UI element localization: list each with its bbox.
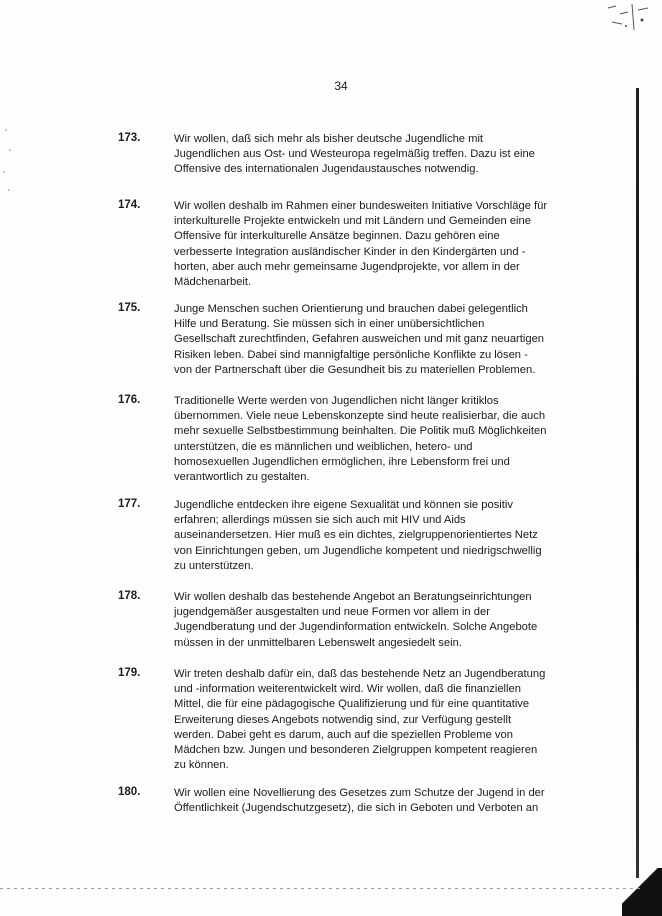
paragraph-number: 177. [118,498,141,510]
text-line: Wir wollen eine Novellierung des Gesetzes zum Schutze der Jugend in der [174,787,545,799]
paragraph-text [174,786,554,816]
text-line: homosexuellen Jugendlichen ermöglichen, ihre Lebensform frei und [174,455,510,468]
scan-bottom-line [0,888,640,889]
text-line: zu unterstützen. [174,559,254,572]
text-line: müssen in der unmittelbaren Lebenswelt angesiedelt sein. [174,636,462,649]
text-line: werden. Dabei geht es darum, auch auf die speziellen Probleme von [174,728,513,741]
scan-left-specks [0,120,16,200]
text-line: Erweiterung dieses Angebots notwendig sind, zur Verfügung gestellt [174,713,512,726]
text-line: von Einrichtungen geben, um Jugendliche kompetent und niedrigschwellig [174,544,542,557]
text-line: mehr sexuelle Selbstbestimmung beinhalten. Die Politik muß Möglichkeiten [174,425,547,438]
scan-corner-mark [598,0,654,34]
text-line: zu können. [174,759,229,772]
text-line: Mittel, die für eine pädagogische Qualifizierung und für eine quantitative [174,698,530,711]
scan-edge-shadow [636,88,639,878]
text-line: horten, aber auch mehr gemeinsame Jugendprojekte, vor allem in der [174,260,520,273]
text-line: verantwortlich zu gestalten. [174,471,310,484]
text-line: erfahren; allerdings müssen sie sich auch mit HIV und Aids [174,514,466,527]
paragraph-number: 176. [118,394,141,406]
text-line: von der Partnerschaft über die Gesundheit bis zu materiellen Problemen. [174,363,536,376]
text-line: verbesserte Integration ausländischer Kinder in den Kindergärten und - [174,245,526,258]
text-line: Wir wollen deshalb das bestehende Angebot an Beratungseinrichtungen [174,591,532,603]
paragraph-text [174,590,554,651]
scan-corner-shadow [622,868,662,916]
paragraph-number: 179. [118,667,141,679]
text-line: Gesellschaft zurechtfinden, Gefahren ausweichen und mit ganz neuartigen [174,333,545,346]
paragraph-number: 178. [118,590,141,602]
paragraph-text [174,302,554,378]
text-line: jugendgemäßer ausgestalten und neue Formen vor allem in der [174,606,490,619]
text-line: übernommen. Viele neue Lebenskonzepte sind heute realisierbar, die auch [174,410,546,423]
page-number: 34 [334,79,348,93]
text-line: unterstützen, die es männlichen und weiblichen, hetero- und [174,440,473,453]
text-line: Jugendberatung und der Jugendinformation entwickeln. Solche Angebote [174,621,538,634]
text-line: Jugendlichen aus Ost- und Westeuropa regelmäßig treffen. Dazu ist eine [174,148,535,161]
text-line: Traditionelle Werte werden von Jugendlichen nicht länger kritiklos [174,395,499,407]
paragraph-number: 180. [118,786,141,798]
paragraph-text [174,667,554,773]
text-line: Wir wollen, daß sich mehr als bisher deutsche Jugendliche mit [174,133,484,145]
paragraph-text [174,132,554,178]
text-line: Offensive für interkulturelle Ansätze beginnen. Dazu gehören eine [174,230,500,243]
text-line: Risiken leben. Dabei sind mannigfaltige persönliche Konflikte zu lösen - [174,348,528,361]
text-line: Hilfe und Beratung. Sie müssen sich in einer unübersichtlichen [174,318,485,331]
text-line: Öffentlichkeit (Jugendschutzgesetz), die sich in Geboten und Verboten an [174,802,539,815]
text-line: Jugendliche entdecken ihre eigene Sexualität und können sie positiv [174,499,513,511]
text-line: Junge Menschen suchen Orientierung und brauchen dabei gelegentlich [174,303,528,315]
text-line: Offensive des internationalen Jugendaustausches notwendig. [174,163,479,176]
text-line: Wir treten deshalb dafür ein, daß das bestehende Netz an Jugendberatung [174,668,546,680]
text-line: Mädchen bzw. Jungen und besonderen Zielgruppen kompetent reagieren [174,744,538,757]
paragraph-text [174,498,554,574]
paragraph-text [174,394,554,485]
text-line: und -information weiterentwickelt wird. Wir wollen, daß die finanziellen [174,683,521,696]
paragraph-number: 174. [118,199,141,211]
paragraph-number: 175. [118,302,141,314]
paragraph-text [174,199,554,290]
text-line: Wir wollen deshalb im Rahmen einer bundesweiten Initiative Vorschläge für [174,200,548,212]
text-line: auseinandersetzen. Hier muß es ein dichtes, zielgruppenorientiertes Netz [174,529,538,542]
text-line: Mädchenarbeit. [174,276,252,289]
paragraph-number: 173. [118,132,141,144]
text-line: interkulturelle Projekte entwickeln und mit Ländern und Gemeinden eine [174,215,531,228]
